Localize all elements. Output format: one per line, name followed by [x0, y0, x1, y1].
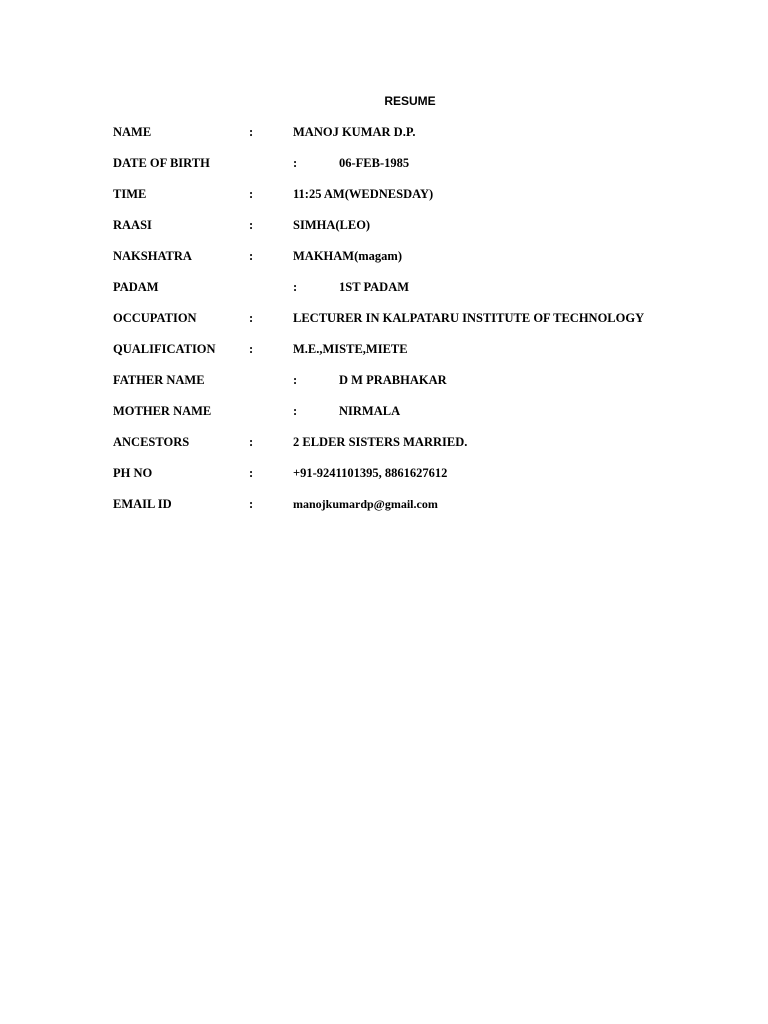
field-row-nakshatra	[0, 247, 768, 265]
field-value: M.E.,MISTE,MIETE	[293, 342, 408, 356]
field-label: FATHER NAME	[113, 373, 205, 387]
field-row-occupation	[0, 309, 768, 327]
field-value: 11:25 AM(WEDNESDAY)	[293, 187, 434, 201]
field-label: EMAIL ID	[113, 497, 172, 511]
field-row-raasi	[0, 216, 768, 234]
field-separator: :	[293, 280, 298, 294]
field-separator: :	[293, 404, 298, 418]
field-separator: :	[249, 249, 254, 263]
field-value: +91-9241101395, 8861627612	[293, 466, 448, 480]
field-value: LECTURER IN KALPATARU INSTITUTE OF TECHNOLOGY	[293, 311, 645, 325]
field-value: SIMHA(LEO)	[293, 218, 371, 232]
field-separator: :	[249, 187, 254, 201]
field-separator: :	[293, 156, 298, 170]
field-label: PH NO	[113, 466, 153, 480]
field-separator: :	[249, 311, 254, 325]
field-row-padam	[0, 278, 768, 296]
field-row-phone	[0, 464, 768, 482]
field-value: MAKHAM(magam)	[293, 249, 402, 263]
field-separator: :	[249, 218, 254, 232]
field-value: 2 ELDER SISTERS MARRIED.	[293, 435, 468, 449]
field-row-email	[0, 495, 768, 513]
field-label: DATE OF BIRTH	[113, 156, 210, 170]
field-separator: :	[249, 466, 254, 480]
resume-title: RESUME	[384, 94, 436, 108]
field-row-qualification	[0, 340, 768, 358]
field-row-name	[0, 123, 768, 141]
field-separator: :	[249, 435, 254, 449]
field-row-time	[0, 185, 768, 203]
field-label: NAME	[113, 125, 152, 139]
field-value-email: manojkumardp@gmail.com	[293, 497, 438, 511]
field-label: MOTHER NAME	[113, 404, 212, 418]
field-row-mother-name	[0, 402, 768, 420]
field-row-ancestors	[0, 433, 768, 451]
field-value: MANOJ KUMAR D.P.	[293, 125, 416, 139]
field-label: OCCUPATION	[113, 311, 197, 325]
field-label: PADAM	[113, 280, 159, 294]
field-label: TIME	[113, 187, 147, 201]
field-label: ANCESTORS	[113, 435, 190, 449]
field-label: RAASI	[113, 218, 152, 232]
field-value: 06-FEB-1985	[339, 156, 410, 170]
field-separator: :	[249, 125, 254, 139]
field-row-date-of-birth	[0, 154, 768, 172]
field-label: NAKSHATRA	[113, 249, 192, 263]
field-separator: :	[249, 342, 254, 356]
field-value: NIRMALA	[339, 404, 401, 418]
field-label: QUALIFICATION	[113, 342, 216, 356]
field-value: 1ST PADAM	[339, 280, 410, 294]
field-value: D M PRABHAKAR	[339, 373, 447, 387]
field-separator: :	[249, 497, 254, 511]
field-row-father-name	[0, 371, 768, 389]
field-separator: :	[293, 373, 298, 387]
